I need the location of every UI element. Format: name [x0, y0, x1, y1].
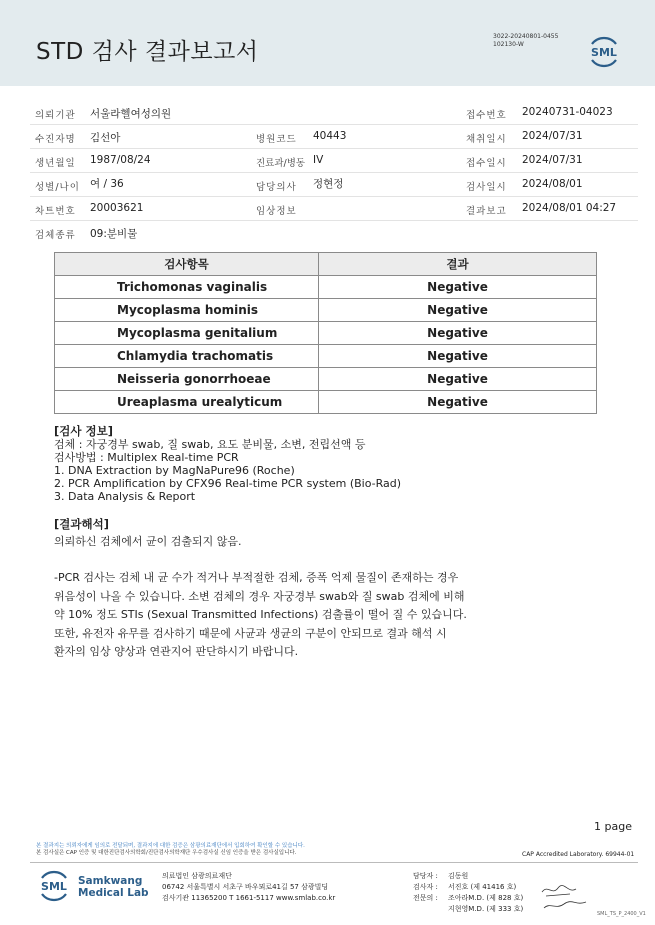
svg-text:SML: SML: [591, 46, 617, 59]
interpretation-section: [54, 515, 242, 551]
test-item: Neisseria gonorrhoeae: [55, 368, 319, 391]
patient-label: 수진자명: [35, 134, 76, 145]
cap-accreditation: CAP Accredited Laboratory. 69944-01: [522, 851, 635, 858]
test-info-line: 1. DNA Extraction by MagNaPure96 (Roche): [54, 464, 295, 477]
test-result: Negative: [319, 276, 597, 299]
page-number: 1 page: [594, 820, 632, 833]
tested-label: 검사일시: [466, 182, 507, 193]
test-item: Chlamydia trachomatis: [55, 345, 319, 368]
form-code: SML_TS_P_2400_V1: [597, 911, 646, 917]
note-line: 또한, 유전자 유무를 검사하기 때문에 사균과 생균의 구분이 안되므로 결과 해석 시: [54, 626, 447, 640]
footer-notice: 본 결과지는 의뢰자에게 임의로 전달되며, 결과지에 대한 검증은 삼광의료재단에서 입회하여 확인할 수 있습니다. 본 검사실은 CAP 인증 및 대한진단검사의학회/진단검사의학재단 우수검사실 신임 인증을 받은 검사실입니다.: [36, 843, 305, 856]
clinical-label: 임상정보: [256, 206, 297, 217]
report-header: [0, 0, 655, 86]
info-row: [30, 101, 638, 125]
results-table: [54, 252, 597, 414]
staff-info: [413, 871, 523, 915]
note-line: 환자의 임상 양상과 연관지어 판단하시기 바랍니다.: [54, 645, 299, 658]
patient-info: [30, 101, 638, 245]
test-info-line: 검체 : 자궁경부 swab, 질 swab, 요도 분비물, 소변, 전립선액 등: [54, 438, 366, 451]
test-result: Negative: [319, 322, 597, 345]
info-row: [30, 197, 638, 221]
col-item-header: 검사항목: [55, 253, 319, 276]
info-row: [30, 149, 638, 173]
svg-text:SML: SML: [41, 880, 67, 893]
col-result-header: 결과: [319, 253, 597, 276]
interpretation-text: 의뢰하신 검체에서 균이 검출되지 않음.: [54, 535, 242, 548]
note-line: 약 10% 정도 STIs (Sexual Transmitted Infections) 검출률이 떨어 질 수 있습니다.: [54, 608, 467, 621]
test-info-title: [검사 정보]: [54, 424, 113, 438]
table-row: [55, 322, 597, 345]
table-row: [55, 276, 597, 299]
dob-label: 생년월일: [35, 158, 76, 169]
reg-no-label: 접수번호: [466, 110, 507, 121]
results-header-row: [55, 253, 597, 276]
test-result: Negative: [319, 299, 597, 322]
institution-label: 의뢰기관: [35, 110, 76, 121]
reg-no-value: 20240731-04023: [522, 106, 613, 118]
test-item: Mycoplasma genitalium: [55, 322, 319, 345]
dob-value: 1987/08/24: [90, 154, 151, 166]
brand-name: Samkwang Medical Lab: [78, 875, 149, 899]
staff-row: 전문의 : 조아라M.D. (제 828 호): [413, 894, 524, 902]
table-row: [55, 391, 597, 414]
staff-row: 지현영M.D. (제 333 호): [448, 905, 524, 913]
company-info: 의료법인 삼광의료재단 06742 서울특별시 서초구 바우뫼로41길 57 삼광빌딩 검사기관 11365200 T 1661-5117 www.smlab.co.kr: [162, 872, 336, 902]
specimen-value: 09:분비물: [90, 228, 138, 240]
table-row: [55, 368, 597, 391]
test-item: Ureaplasma urealyticum: [55, 391, 319, 414]
test-result: Negative: [319, 345, 597, 368]
chart-value: 20003621: [90, 202, 144, 214]
specimen-label: 검체종류: [35, 230, 76, 241]
note-line: -PCR 검사는 검체 내 균 수가 적거나 부적절한 검체, 증폭 억제 물질이 존재하는 경우: [54, 571, 459, 584]
ward-code-label: 병원코드: [256, 134, 297, 145]
chart-label: 차트번호: [35, 206, 76, 217]
sex-age-label: 성별/나이: [35, 182, 80, 193]
info-row: [30, 125, 638, 149]
test-info-line: 검사방법 : Multiplex Real-time PCR: [54, 451, 239, 464]
dept-value: IV: [313, 154, 324, 166]
report-title: STD 검사 결과보고서: [36, 39, 259, 65]
footer-divider: [30, 862, 638, 863]
tested-value: 2024/08/01: [522, 178, 583, 190]
test-item: Trichomonas vaginalis: [55, 276, 319, 299]
patient-value: 김선아: [90, 132, 121, 144]
test-info-line: 2. PCR Amplification by CFX96 Real-time PCR system (Bio-Rad): [54, 477, 402, 490]
table-row: [55, 345, 597, 368]
sex-age-value: 여 / 36: [90, 178, 124, 190]
doctor-value: 정현정: [313, 178, 344, 190]
received-value: 2024/07/31: [522, 154, 583, 166]
test-result: Negative: [319, 368, 597, 391]
test-info-section: [54, 425, 401, 503]
test-item: Mycoplasma hominis: [55, 299, 319, 322]
sml-logo-icon: [586, 34, 622, 70]
samkwang-logo-icon: [36, 868, 72, 904]
reported-label: 결과보고: [466, 206, 507, 217]
ward-code-value: 40443: [313, 130, 347, 142]
doctor-label: 담당의사: [256, 182, 297, 193]
info-row: [30, 173, 638, 197]
staff-row: 담당자 : 김동원: [413, 872, 469, 880]
note-line: 위음성이 나올 수 있습니다. 소변 검체의 경우 자궁경부 swab와 질 swab 검체에 비해: [54, 589, 465, 603]
collected-value: 2024/07/31: [522, 130, 583, 142]
notes-section: [54, 569, 467, 662]
info-row: [30, 221, 638, 245]
dept-label: 진료과/병동: [256, 158, 306, 169]
test-info-line: 3. Data Analysis & Report: [54, 490, 196, 503]
document-code: 3022-20240801-0455 102130-W: [493, 33, 559, 48]
test-result: Negative: [319, 391, 597, 414]
interpretation-title: [결과해석]: [54, 517, 109, 531]
collected-label: 채취일시: [466, 134, 507, 145]
table-row: [55, 299, 597, 322]
staff-row: 검사자 : 서진호 (제 41416 호): [413, 883, 517, 891]
institution-value: 서울라헬여성의원: [90, 108, 172, 120]
reported-value: 2024/08/01 04:27: [522, 202, 617, 214]
received-label: 접수일시: [466, 158, 507, 169]
signature-icon: [540, 880, 590, 912]
